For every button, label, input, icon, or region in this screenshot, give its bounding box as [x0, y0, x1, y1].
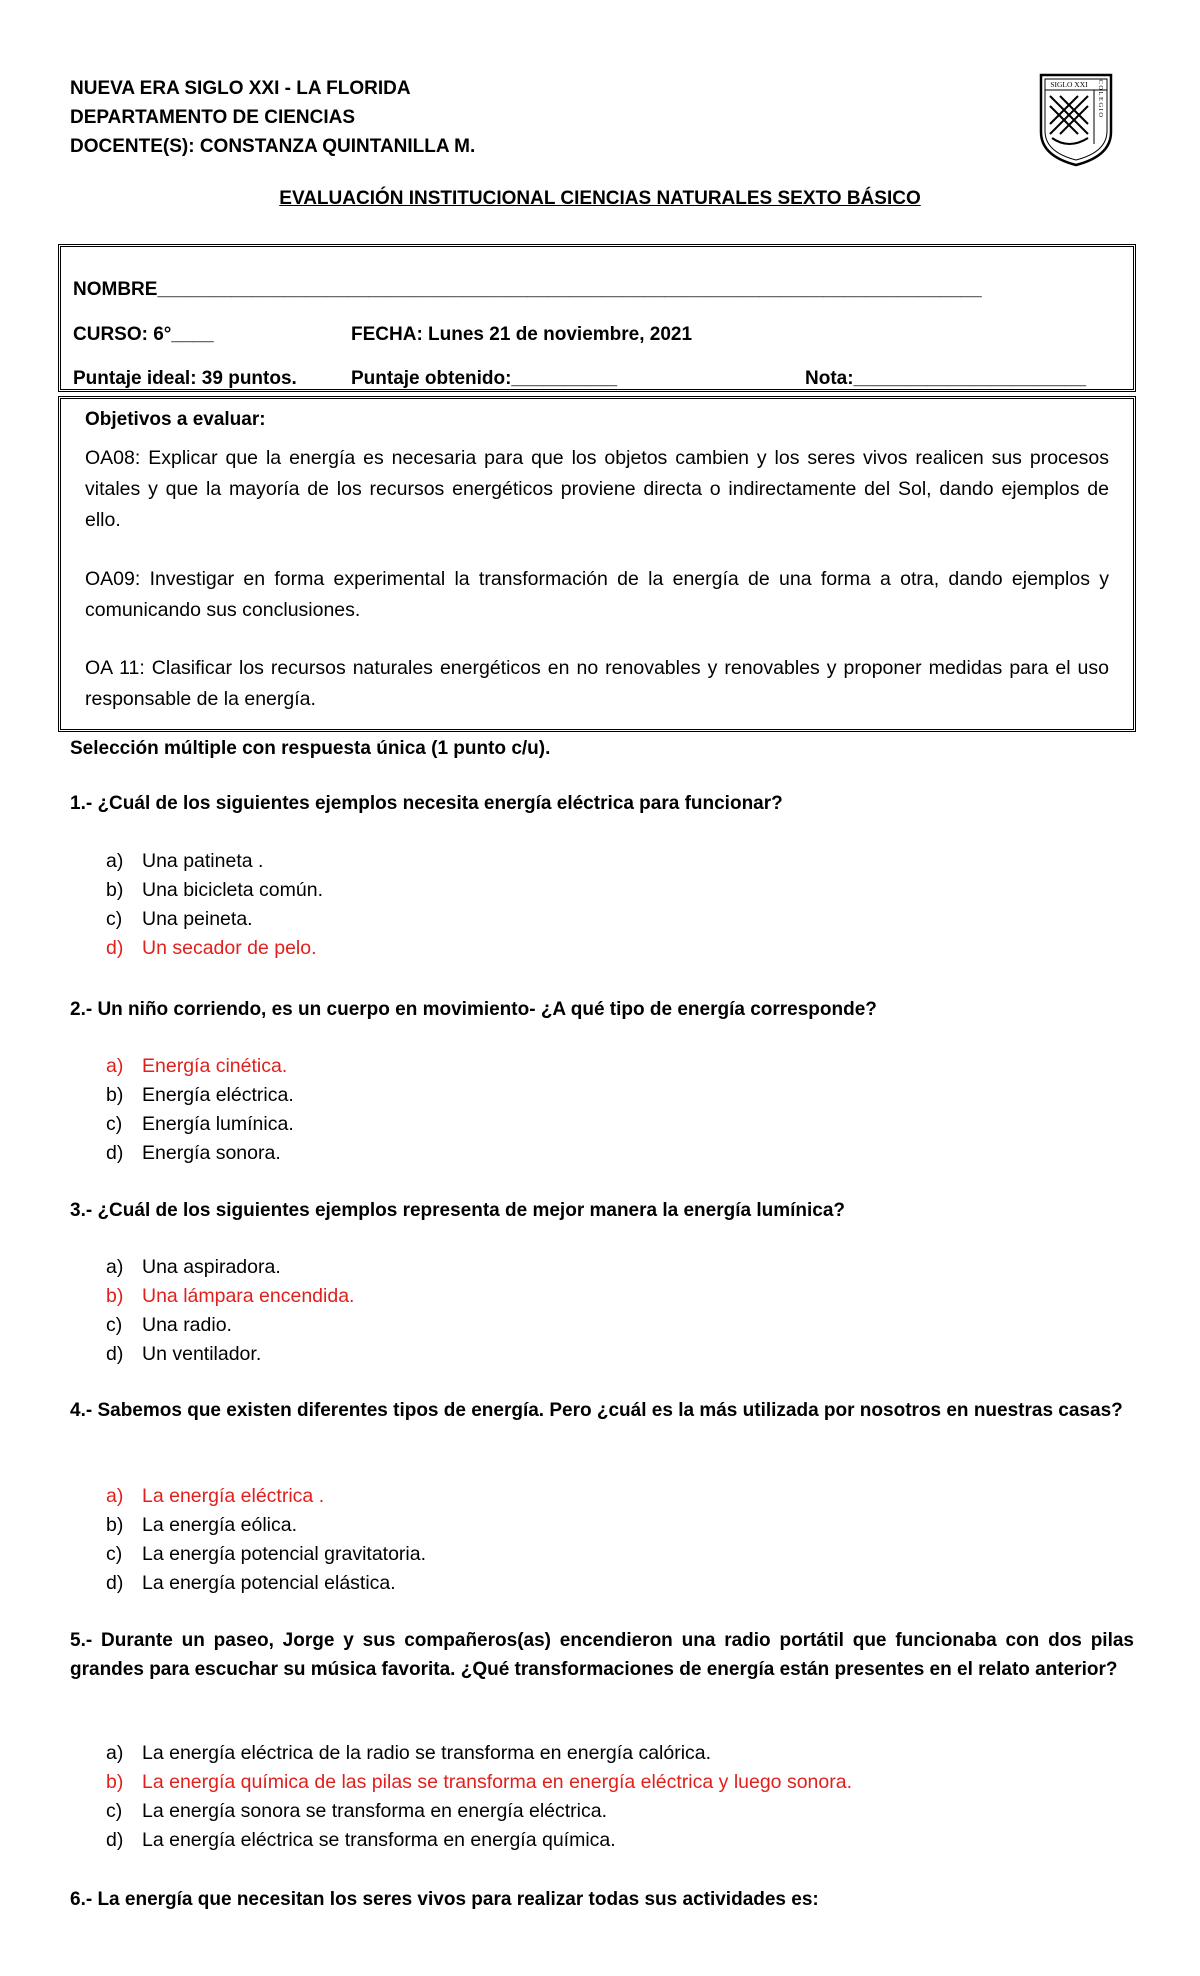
school-name: NUEVA ERA SIGLO XXI - LA FLORIDA [70, 78, 411, 99]
question-2-options [106, 1052, 294, 1168]
option-4a-correct[interactable]: a) La energía eléctrica . [106, 1485, 325, 1507]
question-1: 1.- ¿Cuál de los siguientes ejemplos necesita energía eléctrica para funcionar? [70, 793, 783, 814]
option-5c[interactable]: c) La energía sonora se transforma en energía eléctrica. [106, 1800, 608, 1822]
option-4b[interactable]: b) La energía eólica. [106, 1514, 298, 1536]
option-2b[interactable]: b) Energía eléctrica. [106, 1084, 294, 1106]
question-1-options [106, 847, 323, 963]
question-5-options [106, 1739, 852, 1855]
option-1d-correct[interactable]: d) Un secador de pelo. [106, 937, 317, 959]
question-5: 5.- Durante un paseo, Jorge y sus compañeros(as) encendieron una radio portátil que funcionaba con dos pilas grandes para escuchar su música favorita. ¿Qué transformaciones de energía están presentes en el relato anterior? [70, 1630, 1134, 1680]
ideal-score: Puntaje ideal: 39 puntos. [73, 368, 297, 389]
student-info-box [58, 244, 1136, 392]
option-3b-correct[interactable]: b) Una lámpara encendida. [106, 1285, 355, 1307]
option-3d[interactable]: d) Un ventilador. [106, 1343, 262, 1365]
option-5d[interactable]: d) La energía eléctrica se transforma en energía química. [106, 1829, 616, 1851]
name-blank: ______________________________________________________________________________ [157, 279, 982, 300]
objectives-box [58, 396, 1136, 732]
option-1c[interactable]: c) Una peineta. [106, 908, 253, 930]
option-3a[interactable]: a) Una aspiradora. [106, 1256, 281, 1278]
objective-oa08: OA08: Explicar que la energía es necesaria para que los objetos cambien y los seres vivos realicen sus procesos vitales y que la mayoría de los recursos energéticos proviene directa o indirectamente del Sol, dando ejemplos de ello. [85, 447, 1109, 531]
option-1a[interactable]: a) Una patineta . [106, 850, 264, 872]
school-header [70, 74, 475, 161]
option-2c[interactable]: c) Energía lumínica. [106, 1113, 294, 1135]
option-2a-correct[interactable]: a) Energía cinética. [106, 1055, 288, 1077]
option-2d[interactable]: d) Energía sonora. [106, 1142, 281, 1164]
school-crest-logo [1038, 72, 1114, 168]
question-4-options [106, 1482, 426, 1598]
logo-side-text: COLEGIO [1097, 79, 1104, 119]
option-5a[interactable]: a) La energía eléctrica de la radio se transforma en energía calórica. [106, 1742, 712, 1764]
name-label: NOMBRE [73, 279, 158, 300]
question-6: 6.- La energía que necesitan los seres vivos para realizar todas sus actividades es: [70, 1889, 819, 1910]
logo-top-text: SIGLO XXI [1050, 80, 1088, 89]
exam-title: EVALUACIÓN INSTITUCIONAL CIENCIAS NATURALES SEXTO BÁSICO [279, 188, 921, 209]
name-field[interactable] [73, 279, 982, 301]
course-field[interactable]: CURSO: 6°____ [73, 324, 214, 345]
section-title: Selección múltiple con respuesta única (1 punto c/u). [70, 738, 551, 759]
grade-field[interactable]: Nota:______________________ [805, 368, 1087, 389]
department-name: DEPARTAMENTO DE CIENCIAS [70, 107, 356, 128]
question-2: 2.- Un niño corriendo, es un cuerpo en movimiento- ¿A qué tipo de energía corresponde? [70, 999, 877, 1020]
objectives-heading: Objetivos a evaluar: [85, 409, 266, 430]
option-5b-correct[interactable]: b) La energía química de las pilas se transforma en energía eléctrica y luego sonora. [106, 1771, 852, 1793]
question-4: 4.- Sabemos que existen diferentes tipos de energía. Pero ¿cuál es la más utilizada por nosotros en nuestras casas? [70, 1400, 1123, 1421]
option-3c[interactable]: c) Una radio. [106, 1314, 232, 1336]
objective-oa11: OA 11: Clasificar los recursos naturales energéticos en no renovables y renovables y proponer medidas para el uso responsable de la energía. [85, 657, 1109, 710]
question-3-options [106, 1253, 354, 1369]
date-field: FECHA: Lunes 21 de noviembre, 2021 [351, 324, 693, 345]
option-4c[interactable]: c) La energía potencial gravitatoria. [106, 1543, 427, 1565]
teacher-name: DOCENTE(S): CONSTANZA QUINTANILLA M. [70, 136, 476, 157]
option-4d[interactable]: d) La energía potencial elástica. [106, 1572, 396, 1594]
obtained-score-field[interactable]: Puntaje obtenido:__________ [351, 368, 618, 389]
question-3: 3.- ¿Cuál de los siguientes ejemplos representa de mejor manera la energía lumínica? [70, 1200, 846, 1221]
option-1b[interactable]: b) Una bicicleta común. [106, 879, 324, 901]
objective-oa09: OA09: Investigar en forma experimental la transformación de la energía de una forma a otra, dando ejemplos y comunicando sus conclusiones. [85, 568, 1109, 621]
